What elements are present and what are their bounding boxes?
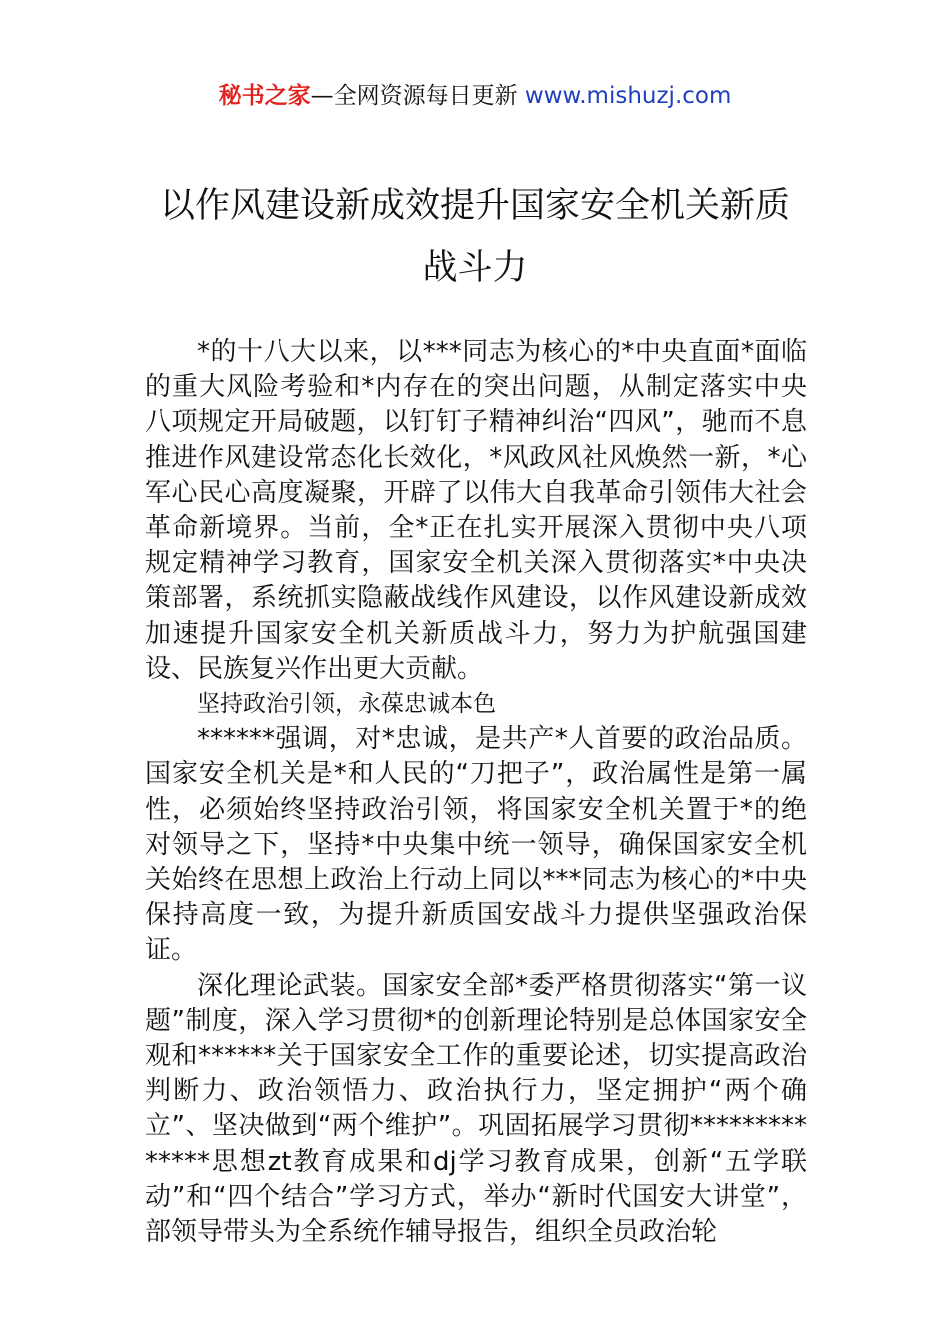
- document-title: 以作风建设新成效提升国家安全机关新质战斗力: [159, 186, 790, 288]
- header-dash: —: [310, 83, 334, 109]
- site-url-link[interactable]: www.mishuzj.com: [524, 83, 732, 109]
- page-header: [0, 80, 950, 112]
- paragraph-loyalty: ******强调，对*忠诚，是共产*人首要的政治品质。国家安全机关是*和人民的“刀把子”，政治属性是第一属性，必须始终坚持政治引领，将国家安全机关置于*的绝对领导之下，坚持*中央集中统一领导，确保国家安全机关始终在思想上政治上行动上同以***同志为核心的*中央保持高度一致，为提升新质国安战斗力提供坚强政治保证。: [145, 724, 807, 966]
- section-heading: 坚持政治引领，永葆忠诚本色: [197, 691, 496, 718]
- paragraph-theory: 深化理论武装。国家安全部*委严格贯彻落实“第一议题”制度，深入学习贯彻*的创新理论特别是总体国家安全观和******关于国家安全工作的重要论述，切实提高政治判断力、政治领悟力、政治执行力，坚定拥护“两个确立”、坚决做到“两个维护”。巩固拓展学习贯彻**************思想zt教育成果和dj学习教育成果，创新“五学联动”和“四个结合”学习方式，举办“新时代国安大讲堂”，部领导带头为全系统作辅导报告，组织全员政治轮: [145, 970, 807, 1248]
- header-tagline: 全网资源每日更新: [333, 83, 525, 109]
- document-body: [145, 335, 807, 1250]
- brand-name: 秘书之家: [218, 83, 311, 109]
- paragraph-intro: *的十八大以来，以***同志为核心的*中央直面*面临的重大风险考验和*内存在的突出问题，从制定落实中央八项规定开局破题，以钉钉子精神纠治“四风”，驰而不息推进作风建设常态化长效化，*风政风社风焕然一新，*心军心民心高度凝聚，开辟了以伟大自我革命引领伟大社会革命新境界。当前，全*正在扎实开展深入贯彻中央八项规定精神学习教育，国家安全机关深入贯彻落实*中央决策部署，系统抓实隐蔽战线作风建设，以作风建设新成效加速提升国家安全机关新质战斗力，努力为护航强国建设、民族复兴作出更大贡献。: [145, 337, 807, 684]
